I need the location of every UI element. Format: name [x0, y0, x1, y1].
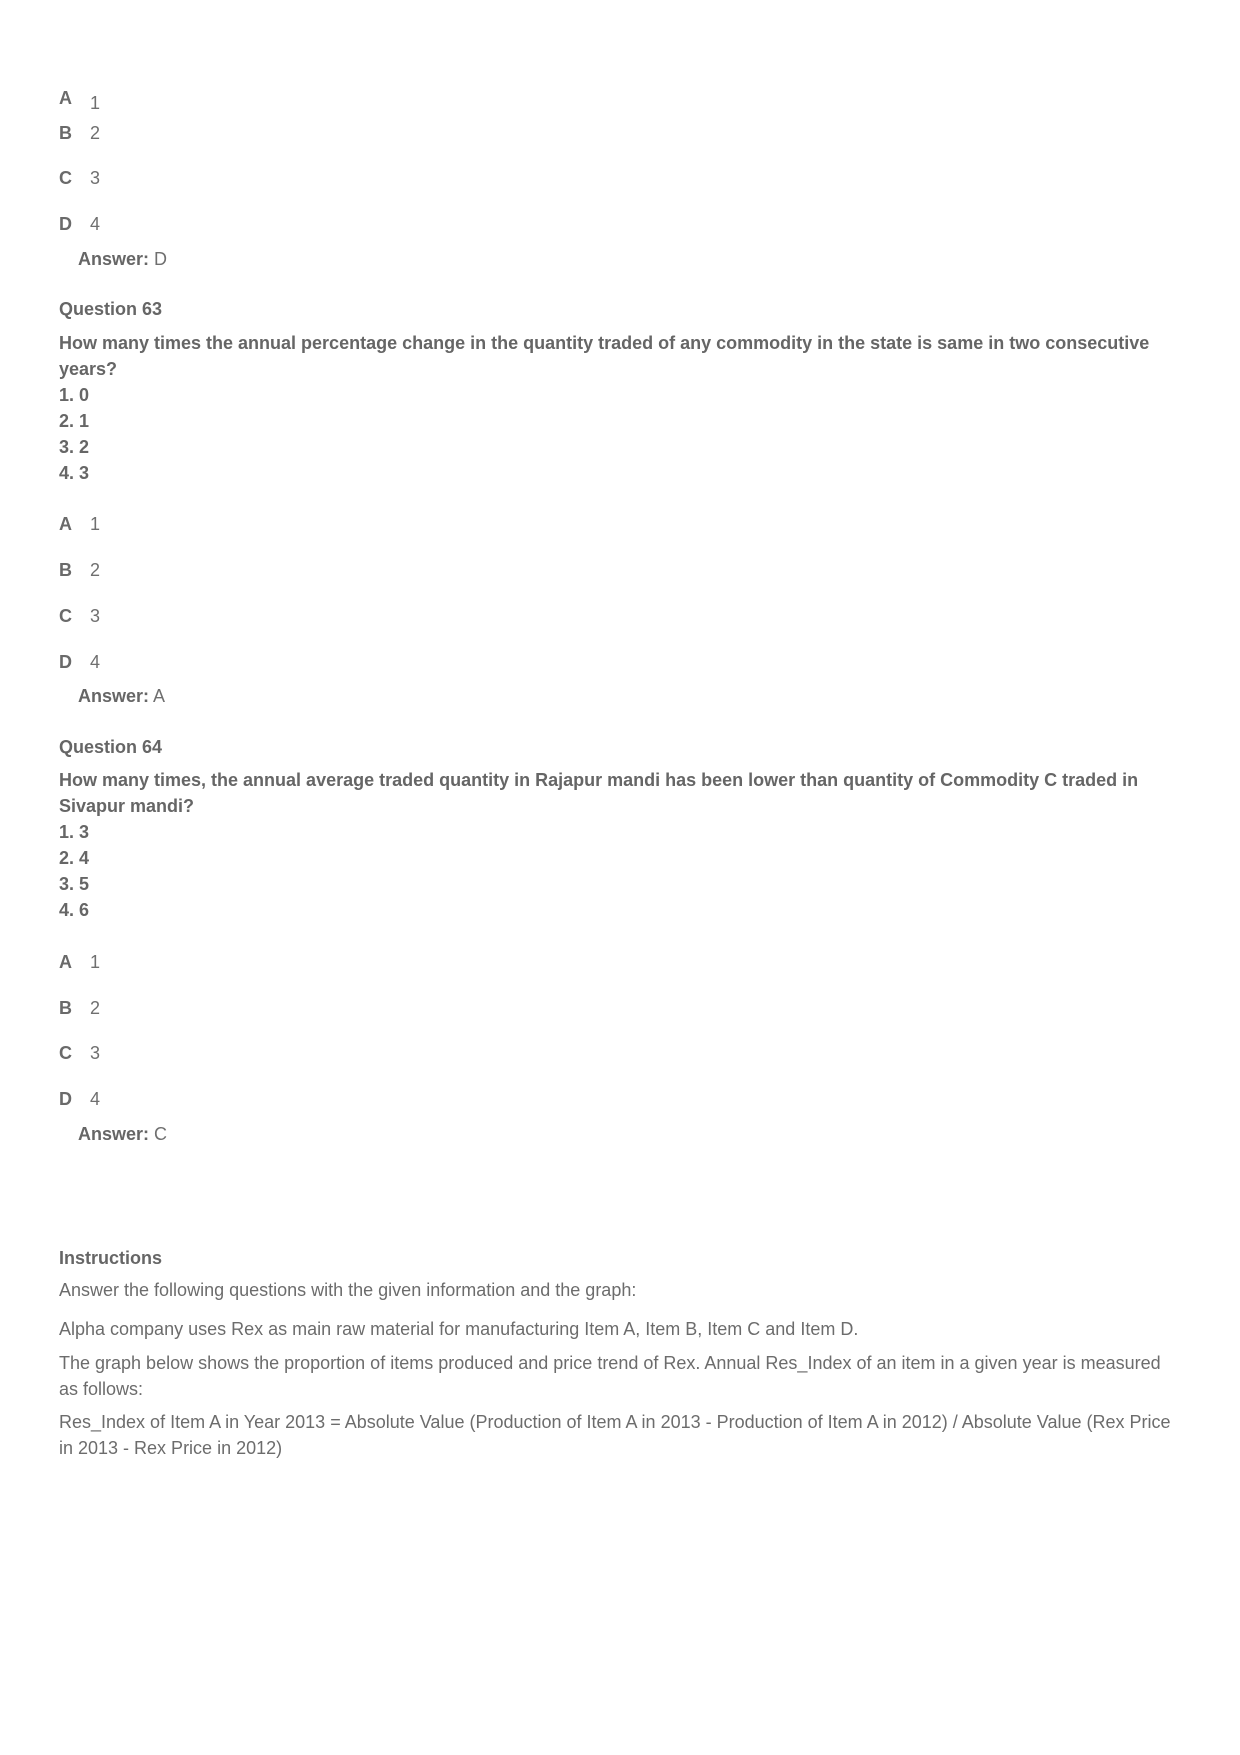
- option-letter: C: [59, 606, 72, 626]
- option-b[interactable]: [59, 997, 100, 1019]
- question-text: How many times the annual percentage change in the quantity traded of any commodity in the state is same in two consecutive years?: [59, 333, 1150, 379]
- option-c[interactable]: [59, 167, 100, 189]
- instructions-para-1: Answer the following questions with the given information and the graph:: [59, 1280, 637, 1300]
- instructions-para-2: Alpha company uses Rex as main raw material for manufacturing Item A, Item B, Item C and Item D.: [59, 1319, 859, 1339]
- question-text-block: [59, 330, 1181, 486]
- choice-2: 2. 1: [59, 411, 90, 431]
- choice-4: 4. 3: [59, 463, 90, 483]
- option-value: 1: [90, 514, 101, 534]
- option-a[interactable]: [59, 951, 100, 973]
- option-b[interactable]: [59, 559, 100, 581]
- option-letter: C: [59, 168, 72, 188]
- option-value: 2: [90, 998, 101, 1018]
- answer-value: D: [154, 249, 168, 269]
- option-value: 1: [90, 952, 101, 972]
- option-b[interactable]: [59, 122, 100, 144]
- option-letter: B: [59, 998, 72, 1018]
- option-letter: D: [59, 1089, 72, 1109]
- answer-line: [78, 685, 165, 707]
- option-value: 4: [90, 214, 101, 234]
- option-value: 2: [90, 123, 101, 143]
- option-value: 3: [90, 606, 101, 626]
- option-value: 3: [90, 1043, 101, 1063]
- option-letter: D: [59, 652, 72, 672]
- choice-4: 4. 6: [59, 900, 90, 920]
- option-letter: A: [59, 514, 72, 534]
- choice-1: 1. 3: [59, 822, 90, 842]
- answer-line: [78, 248, 167, 270]
- answer-value: A: [153, 686, 166, 706]
- option-letter: C: [59, 1043, 72, 1063]
- option-c[interactable]: [59, 1042, 100, 1064]
- choice-3: 3. 5: [59, 874, 90, 894]
- option-letter: D: [59, 214, 72, 234]
- question-title: Question 63: [59, 299, 163, 319]
- option-d[interactable]: [59, 651, 100, 673]
- question-title: Question 64: [59, 737, 163, 757]
- question-text: How many times, the annual average traded quantity in Rajapur mandi has been lower than quantity of Commodity C traded in Sivapur mandi?: [59, 770, 1139, 816]
- option-value: 3: [90, 168, 101, 188]
- option-letter: B: [59, 123, 72, 143]
- choice-3: 3. 2: [59, 437, 90, 457]
- answer-label: Answer:: [78, 249, 150, 269]
- answer-value: C: [154, 1124, 168, 1144]
- answer-label: Answer:: [78, 1124, 150, 1144]
- option-value: 4: [90, 1089, 101, 1109]
- option-value: 2: [90, 560, 101, 580]
- question-text-block: [59, 767, 1181, 923]
- option-a[interactable]: [59, 513, 100, 535]
- instructions-title: Instructions: [59, 1248, 163, 1268]
- option-value: 1: [90, 93, 101, 113]
- option-letter: A: [59, 952, 72, 972]
- choice-1: 1. 0: [59, 385, 90, 405]
- option-a[interactable]: [59, 87, 101, 113]
- option-value: 4: [90, 652, 101, 672]
- answer-label: Answer:: [78, 686, 150, 706]
- choice-2: 2. 4: [59, 848, 90, 868]
- answer-line: [78, 1123, 167, 1145]
- option-d[interactable]: [59, 213, 100, 235]
- instructions-para-4: Res_Index of Item A in Year 2013 = Absolute Value (Production of Item A in 2013 - Production of Item A in 2012) / Absolute Value (Rex Price in 2013 - Rex Price in 2012): [59, 1412, 1171, 1458]
- option-c[interactable]: [59, 605, 100, 627]
- option-letter: B: [59, 560, 72, 580]
- option-d[interactable]: [59, 1088, 100, 1110]
- instructions-para-3: The graph below shows the proportion of items produced and price trend of Rex. Annual Res_Index of an item in a given year is measured as follows:: [59, 1353, 1161, 1399]
- option-letter: A: [59, 88, 72, 108]
